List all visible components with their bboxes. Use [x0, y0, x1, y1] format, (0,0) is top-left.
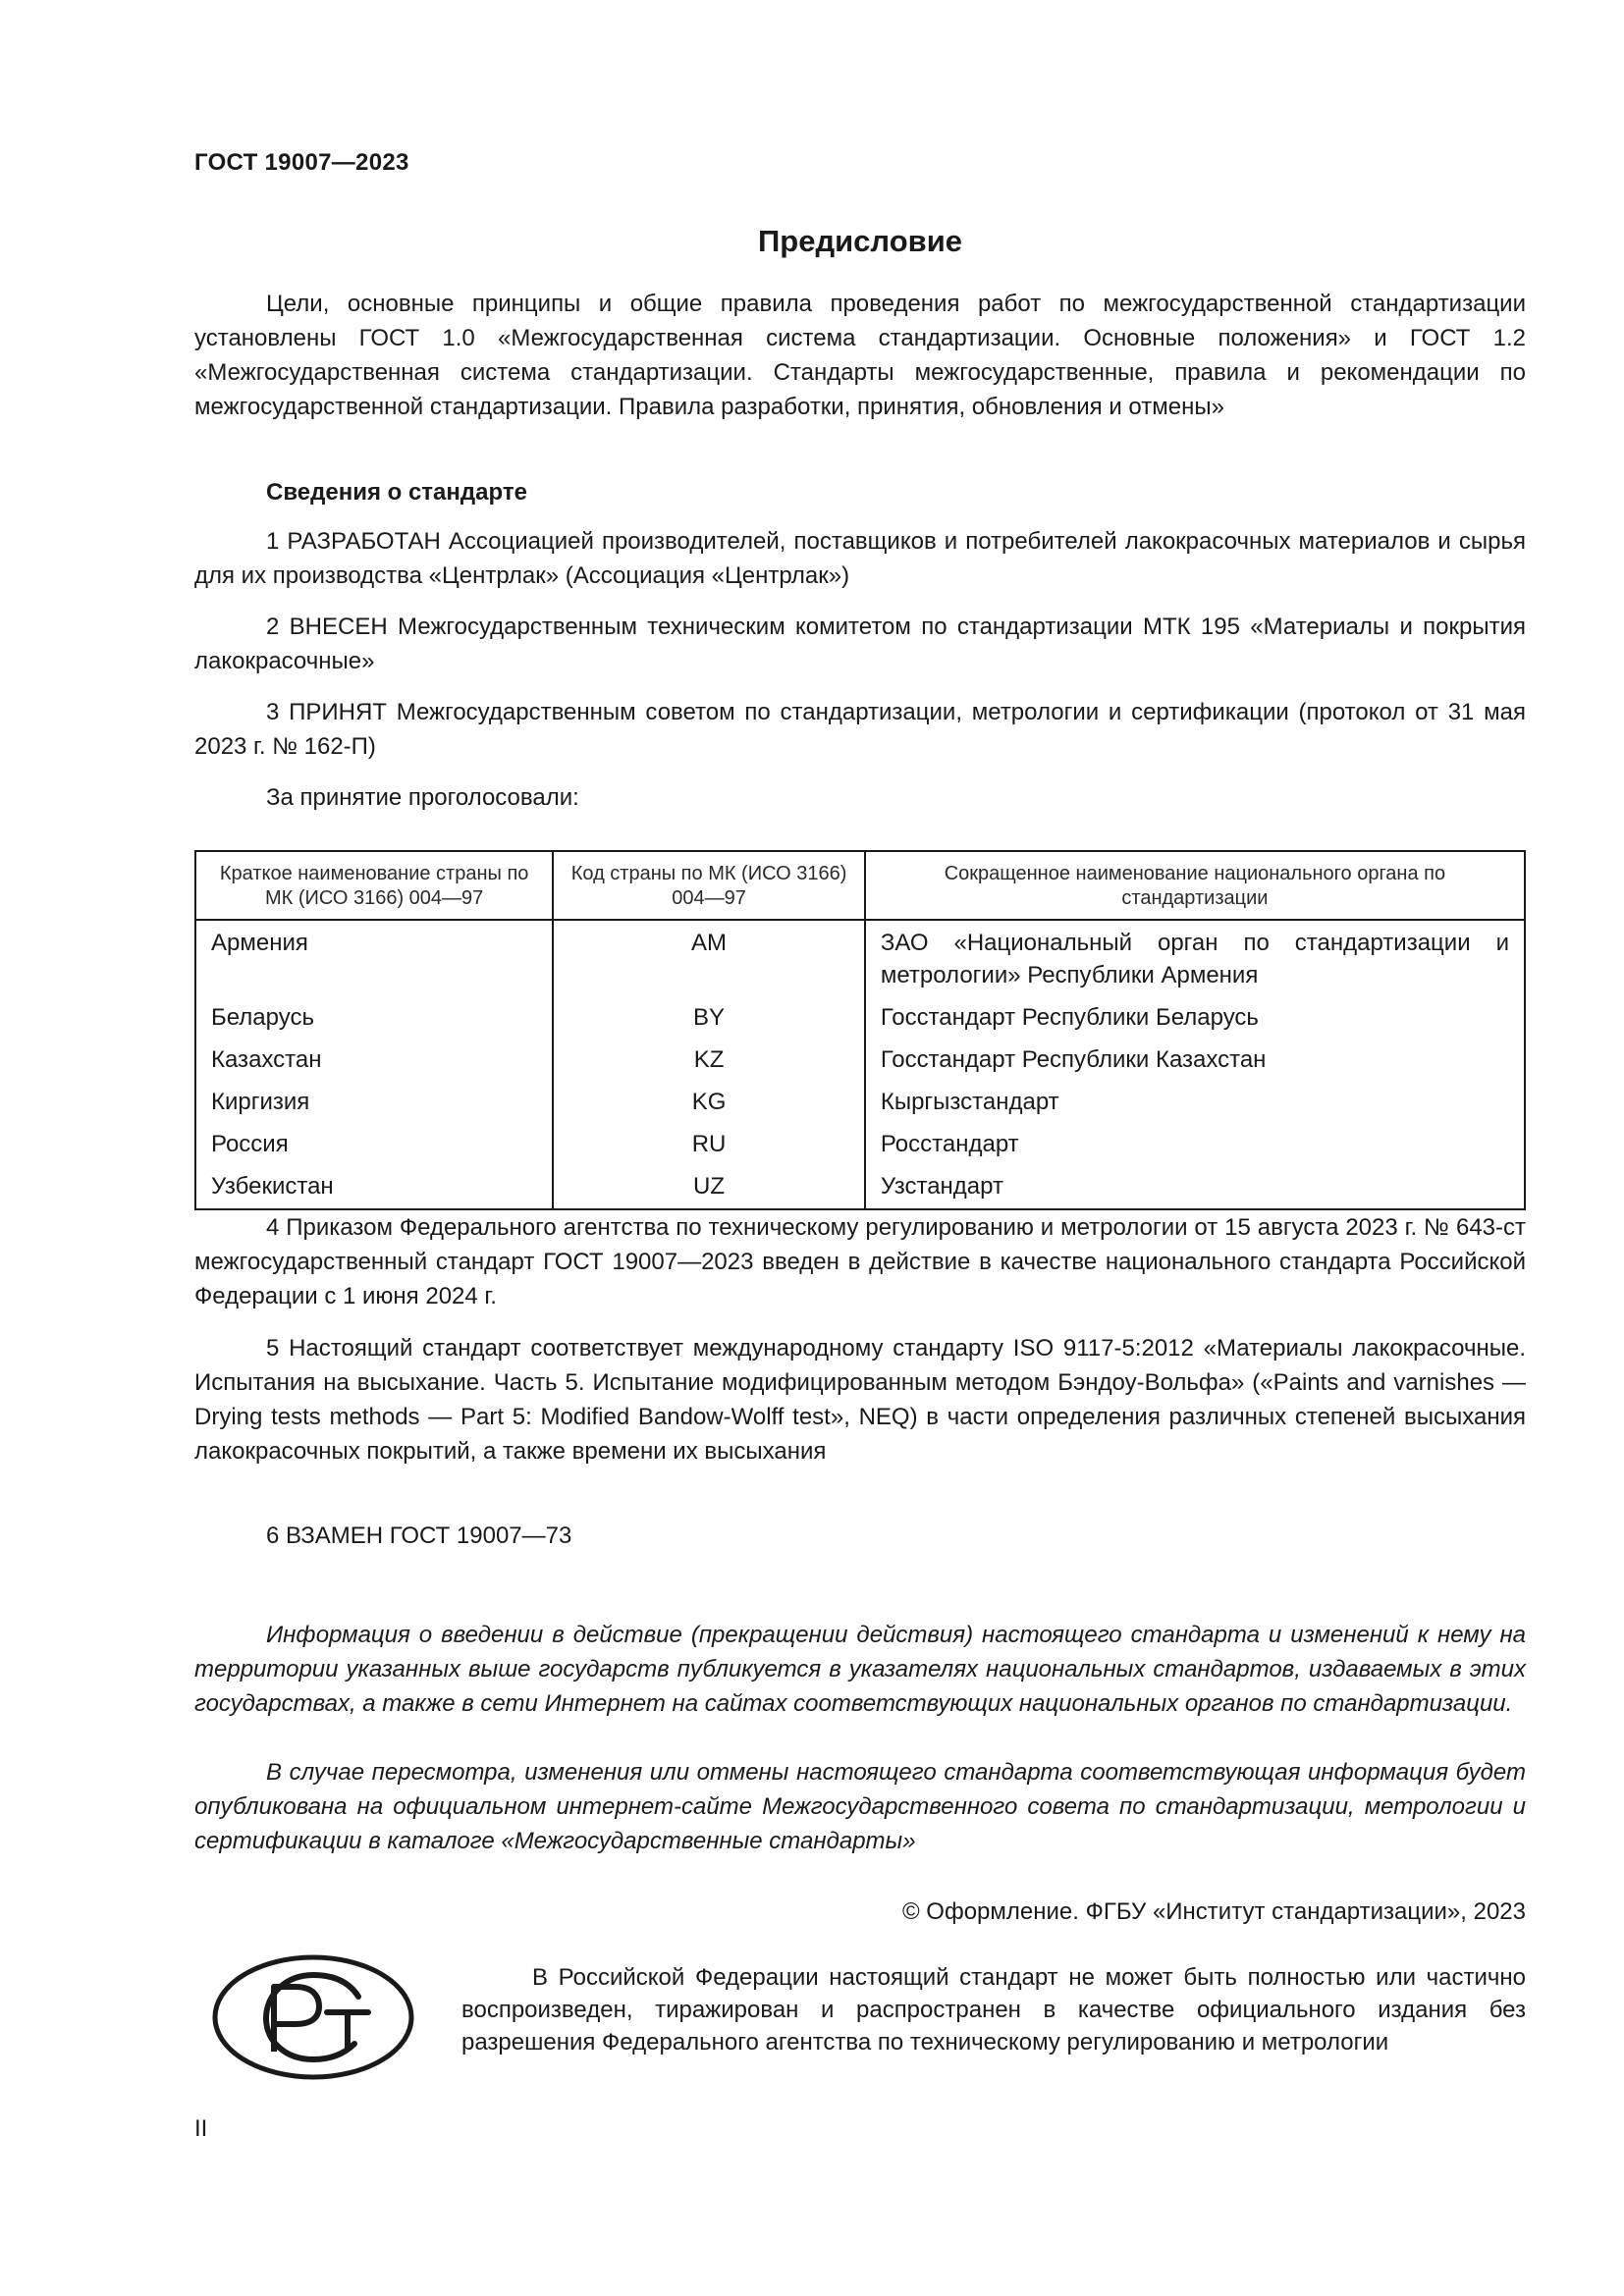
standard-code-header: ГОСТ 19007—2023: [194, 149, 409, 176]
table-row: [195, 1166, 1525, 1209]
cell-code: KZ: [553, 1040, 865, 1082]
voting-countries-table: [194, 850, 1526, 1210]
table-row: [195, 997, 1525, 1040]
cell-org: Росстандарт: [865, 1124, 1525, 1166]
info-heading: Сведения о стандарте: [266, 479, 527, 506]
page-number: II: [194, 2115, 208, 2142]
cell-code: AM: [553, 920, 865, 997]
cell-code: BY: [553, 997, 865, 1040]
cell-country: Казахстан: [195, 1040, 553, 1082]
cell-org: Кыргызстандарт: [865, 1082, 1525, 1124]
table-header-row: [195, 851, 1525, 920]
cell-country: Беларусь: [195, 997, 553, 1040]
cell-country: Узбекистан: [195, 1166, 553, 1209]
italic-info-paragraph-1: Информация о введении в действие (прекращении действия) настоящего стандарта и изменений к нему на территории указанных выше государств публикуется в указателях национальных стандартов, издаваемых в этих государствах, а также в сети Интернет на сайтах соответствующих национальных органов по стандартизации.: [194, 1622, 1526, 1717]
column-header-code: Код страны по МК (ИСО 3166) 004—97: [553, 851, 865, 920]
cell-org: Госстандарт Республики Беларусь: [865, 997, 1525, 1040]
cell-country: Армения: [195, 920, 553, 997]
cell-code: UZ: [553, 1166, 865, 1209]
table-row: [195, 1040, 1525, 1082]
table-row: [195, 1124, 1525, 1166]
cell-org: Госстандарт Республики Казахстан: [865, 1040, 1525, 1082]
cell-org: Узстандарт: [865, 1166, 1525, 1209]
item-6-replaces: 6 ВЗАМЕН ГОСТ 19007—73: [266, 1522, 572, 1549]
column-header-country: Краткое наименование страны по МК (ИСО 3166) 004—97: [195, 851, 553, 920]
reproduction-notice: В Российской Федерации настоящий стандарт не может быть полностью или частично воспроизведен, тиражирован и распространен в качестве официального издания без разрешения Федерального агентства по техническому регулированию и метрологии: [461, 1964, 1526, 2056]
cell-code: RU: [553, 1124, 865, 1166]
item-4-order: 4 Приказом Федерального агентства по техническому регулированию и метрологии от 15 августа 2023 г. № 643-ст межгосударственный стандарт ГОСТ 19007—2023 введен в действие в качестве национального стандарта Российской Федерации с 1 июня 2024 г.: [194, 1214, 1526, 1309]
cell-country: Киргизия: [195, 1082, 553, 1124]
column-header-org: Сокращенное наименование национального органа по стандартизации: [865, 851, 1525, 920]
cell-country: Россия: [195, 1124, 553, 1166]
voted-label: За принятие проголосовали:: [266, 784, 579, 811]
item-2-submitted: 2 ВНЕСЕН Межгосударственным техническим комитетом по стандартизации МТК 195 «Материалы и покрытия лакокрасочные»: [194, 614, 1526, 674]
item-3-adopted: 3 ПРИНЯТ Межгосударственным советом по стандартизации, метрологии и сертификации (протокол от 31 мая 2023 г. № 162-П): [194, 699, 1526, 760]
item-5-iso-correspondence: 5 Настоящий стандарт соответствует международному стандарту ISO 9117-5:2012 «Материалы лакокрасочные. Испытания на высыхание. Часть 5. Испытание модифицированным методом Бэндоу-Вольфа» («Paints and varnishes — Drying tests methods — Part 5: Modified Bandow-Wolff test», NEQ) в части определения различных степеней высыхания лакокрасочных покрытий, а также времени их высыхания: [194, 1335, 1526, 1465]
intro-paragraph: Цели, основные принципы и общие правила проведения работ по межгосударственной стандартизации установлены ГОСТ 1.0 «Межгосударственная система стандартизации. Основные положения» и ГОСТ 1.2 «Межгосударственная система стандартизации. Стандарты межгосударственные, правила и рекомендации по межгосударственной стандартизации. Правила разработки, принятия, обновления и отмены»: [194, 291, 1526, 420]
italic-info-paragraph-2: В случае пересмотра, изменения или отмены настоящего стандарта соответствующая информация будет опубликована на официальном интернет-сайте Межгосударственного совета по стандартизации, метрологии и сертификации в каталоге «Межгосударственные стандарты»: [194, 1759, 1526, 1854]
table-row: [195, 920, 1525, 997]
table-row: [195, 1082, 1525, 1124]
pst-certification-mark-icon: [211, 1953, 416, 2081]
cell-org: ЗАО «Национальный орган по стандартизации и метрологии» Республики Армения: [865, 920, 1525, 997]
copyright-line: © Оформление. ФГБУ «Институт стандартизации», 2023: [901, 1898, 1526, 1925]
cell-code: KG: [553, 1082, 865, 1124]
document-page: [194, 0, 1526, 2296]
item-1-developed: 1 РАЗРАБОТАН Ассоциацией производителей, поставщиков и потребителей лакокрасочных материалов и сырья для их производства «Центрлак» (Ассоциация «Центрлак»): [194, 528, 1526, 589]
page-title: Предисловие: [757, 224, 962, 258]
